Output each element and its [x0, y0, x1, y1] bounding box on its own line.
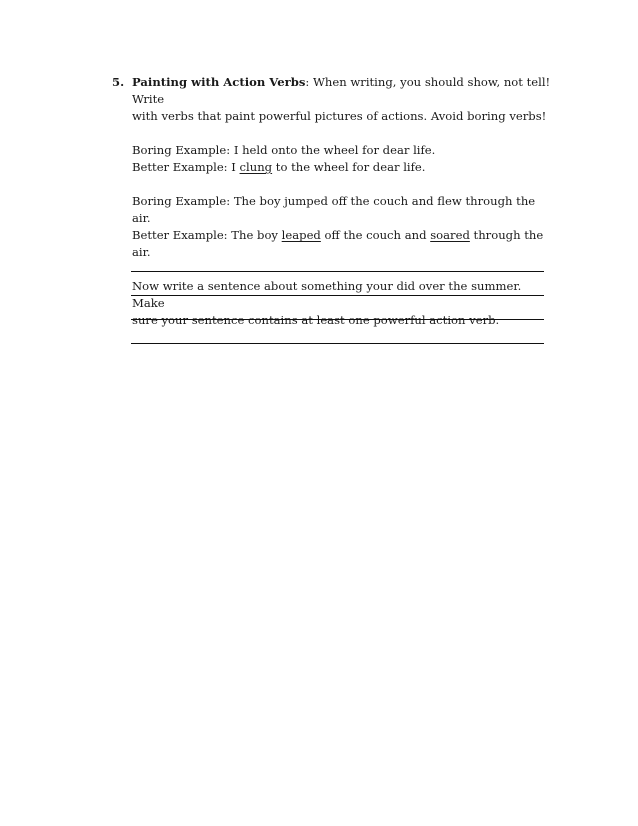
example-1-boring: Boring Example: I held onto the wheel for dear life.: [132, 143, 436, 157]
question-title: Painting with Action Verbs: [132, 75, 306, 89]
answer-lines: [131, 271, 544, 367]
question-intro: [132, 74, 552, 125]
prompt-line-1: Now write a sentence about something your did over the summer. Make: [132, 279, 522, 310]
example-2-better: Better Example: The boy leaped off the couch and soared through the air.: [132, 228, 544, 259]
answer-line[interactable]: [131, 343, 544, 344]
example-2: [132, 193, 552, 261]
intro-line-2: with verbs that paint powerful pictures of actions. Avoid boring verbs!: [132, 109, 547, 123]
example-1-better: Better Example: I clung to the wheel for dear life.: [132, 160, 426, 174]
question-number: 5.: [112, 75, 125, 89]
action-verb-soared: soared: [430, 228, 470, 242]
action-verb-leaped: leaped: [281, 228, 321, 242]
answer-line[interactable]: [131, 319, 544, 320]
answer-line[interactable]: [131, 271, 544, 272]
intro-line-1: : When writing, you should show, not tell! Write: [132, 75, 551, 106]
prompt-line-2: sure your sentence contains at least one powerful action verb.: [132, 313, 500, 327]
answer-line[interactable]: [131, 295, 544, 296]
example-1: [132, 142, 552, 176]
example-2-boring: Boring Example: The boy jumped off the couch and flew through the air.: [132, 194, 536, 225]
action-verb-clung: clung: [239, 160, 273, 174]
